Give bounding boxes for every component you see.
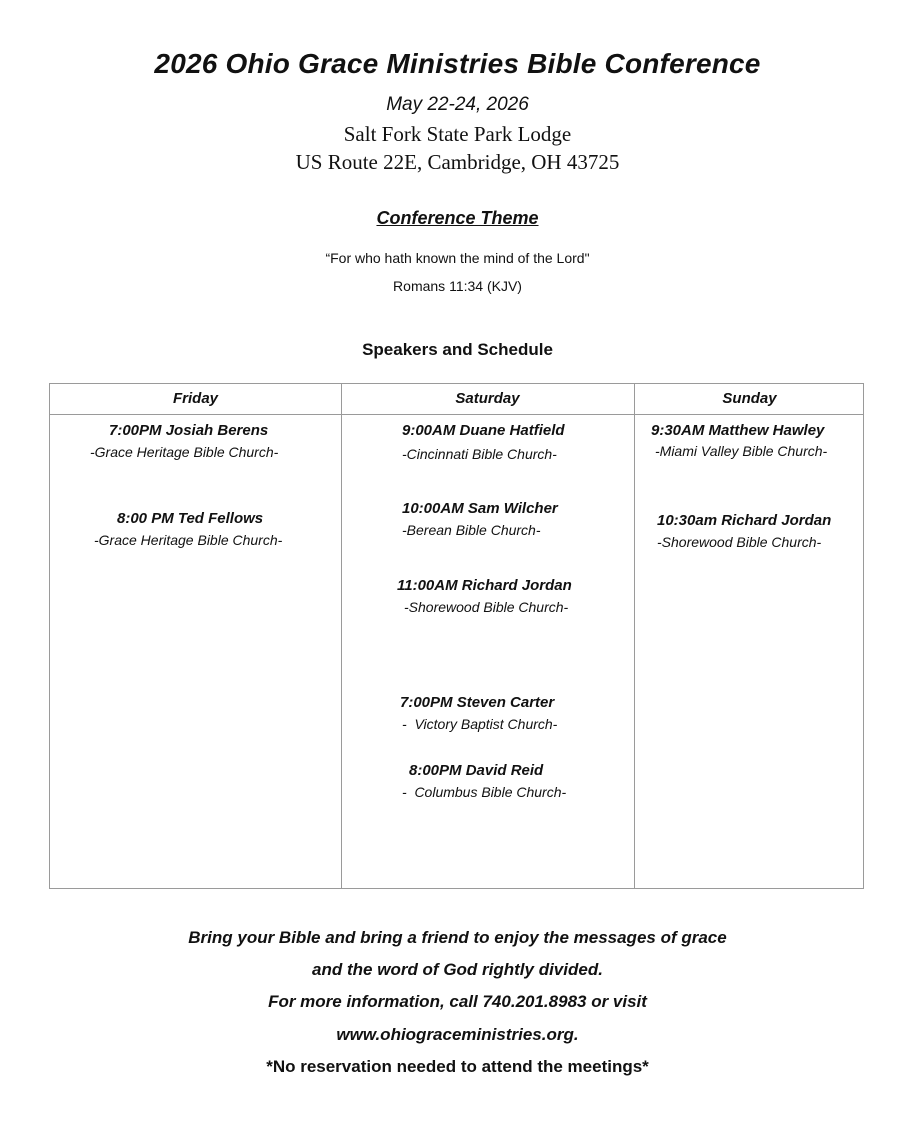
session-time-speaker: 10:00AM Sam Wilcher [402, 500, 558, 517]
session-time-speaker: 7:00PM Josiah Berens [109, 422, 269, 439]
session-church: -Cincinnati Bible Church- [402, 446, 557, 462]
session-church: -Shorewood Bible Church- [404, 599, 569, 615]
theme-heading: Conference Theme [376, 208, 539, 228]
session-church: -Miami Valley Bible Church- [655, 443, 828, 459]
column-divider [341, 384, 342, 888]
venue-name: Salt Fork State Park Lodge [343, 122, 572, 146]
session-time-speaker: 11:00AM Richard Jordan [397, 577, 572, 594]
session-church: -Grace Heritage Bible Church- [90, 444, 279, 460]
header-divider [50, 414, 863, 415]
session-time-speaker: 7:00PM Steven Carter [400, 694, 555, 711]
theme-quote: “For who hath known the mind of the Lord" [325, 250, 590, 266]
session-saturday-2 [402, 500, 632, 538]
day-header-sunday: Sunday [722, 390, 777, 407]
session-friday-2 [94, 510, 334, 548]
session-church: -Shorewood Bible Church- [657, 534, 822, 550]
session-friday-1 [90, 422, 290, 460]
session-church: - Victory Baptist Church- [402, 716, 558, 732]
session-time-speaker: 9:30AM Matthew Hawley [651, 422, 825, 439]
theme-reference: Romans 11:34 (KJV) [393, 278, 522, 294]
conference-title: 2026 Ohio Grace Ministries Bible Conference [154, 48, 761, 79]
footer-website[interactable]: www.ohiograceministries.org. [336, 1025, 579, 1044]
day-header-saturday: Saturday [455, 390, 520, 407]
session-saturday-1 [402, 422, 632, 462]
session-church: -Berean Bible Church- [402, 522, 541, 538]
session-time-speaker: 8:00 PM Ted Fellows [117, 510, 264, 527]
session-time-speaker: 8:00PM David Reid [409, 762, 544, 779]
venue-address: US Route 22E, Cambridge, OH 43725 [295, 150, 620, 174]
footer-line-1: Bring your Bible and bring a friend to enjoy the messages of grace [188, 928, 727, 947]
session-sunday-2 [657, 512, 863, 550]
footer-line-2: and the word of God rightly divided. [312, 960, 603, 979]
session-church: -Grace Heritage Bible Church- [94, 532, 283, 548]
column-divider [634, 384, 635, 888]
session-time-speaker: 10:30am Richard Jordan [657, 512, 832, 529]
session-saturday-3 [397, 577, 627, 615]
day-header-friday: Friday [172, 390, 218, 407]
footer-no-reservation: *No reservation needed to attend the meetings* [266, 1057, 649, 1076]
session-saturday-4 [400, 694, 630, 732]
session-saturday-5 [402, 762, 639, 800]
conference-dates: May 22-24, 2026 [386, 94, 529, 115]
footer-line-3: For more information, call 740.201.8983 or visit [268, 992, 647, 1011]
session-time-speaker: 9:00AM Duane Hatfield [402, 422, 565, 439]
session-sunday-1 [651, 422, 863, 459]
schedule-table [49, 383, 864, 889]
session-church: - Columbus Bible Church- [402, 784, 567, 800]
schedule-heading: Speakers and Schedule [362, 340, 553, 359]
